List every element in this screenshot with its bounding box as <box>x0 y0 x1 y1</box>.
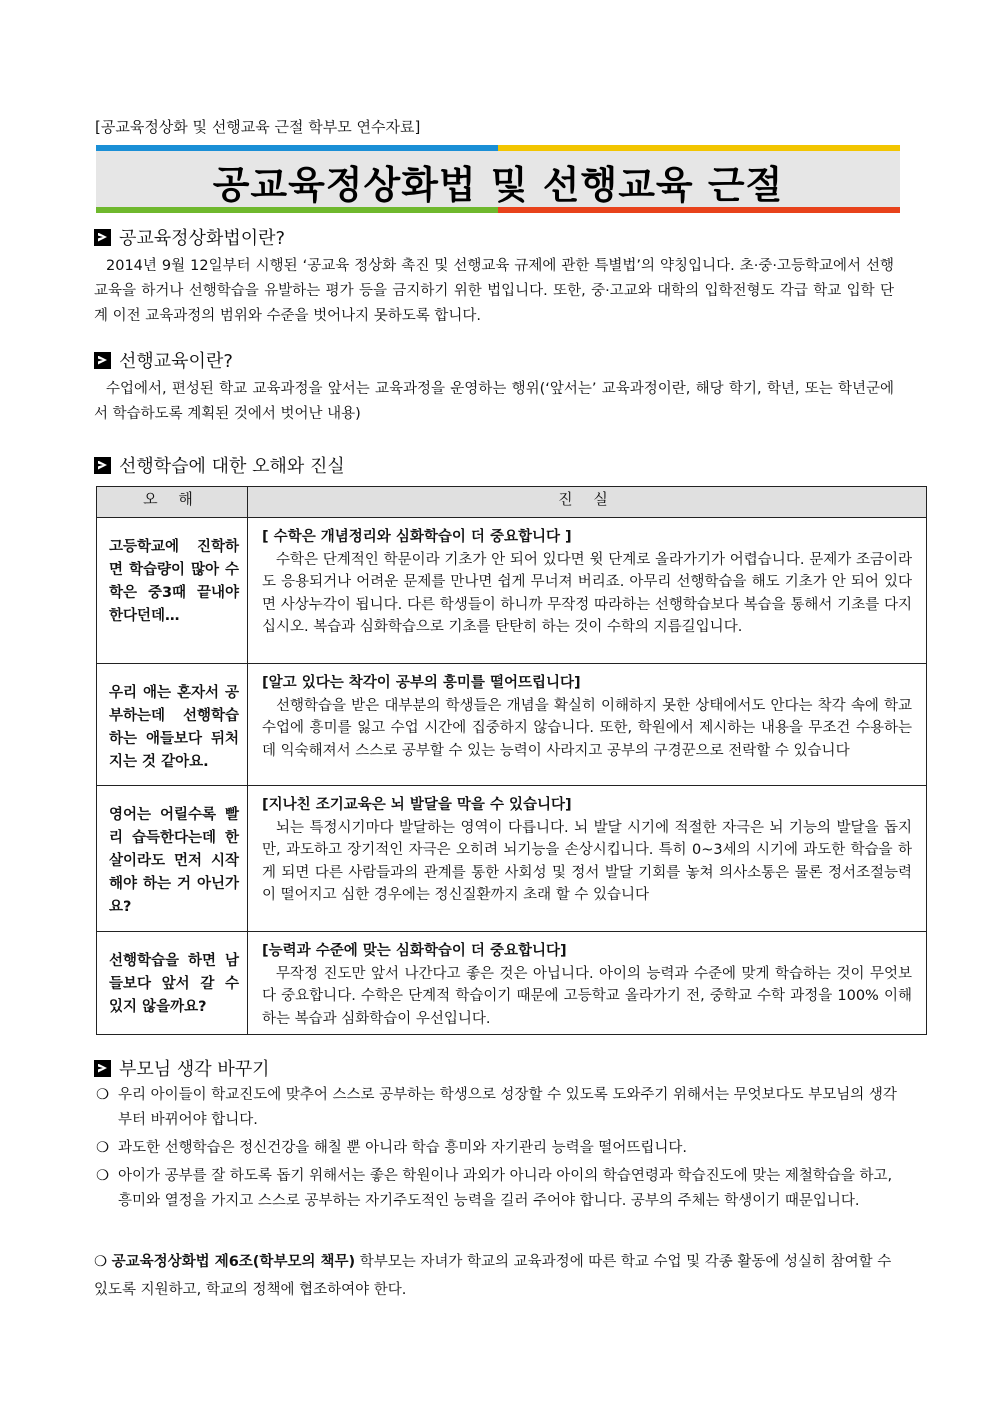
myth-cell: 선행학습을 하면 남들보다 앞서 갈 수 있지 않을까요? <box>97 932 248 1035</box>
myth-cell: 우리 애는 혼자서 공부하는데 선행학습하는 애들보다 뒤처지는 것 같아요. <box>97 664 248 786</box>
law-article-text: 학부모는 자녀가 학교의 교육과정에 따른 학교 수업 및 각종 활동에 성실히 참여할 수 있도록 지원하고, 학교의 정책에 협조하여야 한다. <box>94 1254 892 1298</box>
truth-heading: [능력과 수준에 맞는 심화학습이 더 중요합니다] <box>262 943 567 959</box>
law-article-title: 공교육정상화법 제6조(학부모의 책무) <box>111 1254 356 1270</box>
section-heading <box>94 224 894 250</box>
arrow-box-icon <box>94 229 111 246</box>
circle-bullet-icon: ❍ <box>96 1087 109 1103</box>
truth-heading: [ 수학은 개념정리와 심화학습이 더 중요합니다 ] <box>262 529 572 545</box>
column-header-myth: 오 해 <box>97 487 248 518</box>
table-row <box>97 786 927 932</box>
list-item-text: 과도한 선행학습은 정신건강을 해칠 뿐 아니라 학습 흥미와 자기관리 능력을 떨어뜨립니다. <box>118 1140 687 1156</box>
truth-body: 뇌는 특정시기마다 발달하는 영역이 다릅니다. 뇌 발달 시기에 적절한 자극은 뇌 기능의 발달을 돕지만, 과도하고 장기적인 자극은 오히려 뇌기능을 손상시킵니다. 특히 0~3세의 시기에 과도한 학습을 하게 되면 다른 사람들과의 관계를 통한 사회성 및 정서 발달 기회를 놓쳐 의사소통은 물론 정서조절능력이 떨어지고 심한 경우에는 정신질환까지 초래 할 수 있습니다 <box>262 819 912 904</box>
section-law <box>94 224 894 329</box>
table-row <box>97 664 927 786</box>
table-header-row <box>97 487 927 518</box>
page-title: 공교육정상화법 및 선행교육 근절 <box>212 163 784 207</box>
truth-cell <box>248 518 927 664</box>
section-text: 수업에서, 편성된 학교 교육과정을 앞서는 교육과정을 운영하는 행위(‘앞서는’ 교육과정이란, 해당 학기, 학년, 또는 학년군에서 학습하도록 계획된 것에서 벗어난 내용) <box>94 381 894 422</box>
circle-bullet-icon: ❍ <box>94 1254 107 1270</box>
section-heading-text: 부모님 생각 바꾸기 <box>119 1059 270 1080</box>
section-parents <box>94 1055 894 1081</box>
truth-body: 무작정 진도만 앞서 나간다고 좋은 것은 아닙니다. 아이의 능력과 수준에 맞게 학습하는 것이 무엇보다 중요합니다. 수학은 단계적 학습이기 때문에 고등학교 올라가기 전, 중학교 수학 과정을 100% 이해하는 복습과 심화학습이 우선입니다. <box>262 965 912 1027</box>
section-heading <box>94 347 894 373</box>
myth-cell: 고등학교에 진학하면 학습량이 많아 수학은 중3때 끝내야 한다던데… <box>97 518 248 664</box>
truth-heading: [지나친 조기교육은 뇌 발달을 막을 수 있습니다] <box>262 797 572 813</box>
list-item-text: 아이가 공부를 잘 하도록 돕기 위해서는 좋은 학원이나 과외가 아니라 아이의 학습연령과 학습진도에 맞는 제철학습을 하고, 흥미와 열정을 가지고 스스로 공부하는 자기주도적인 능력을 길러 주어야 합니다. 공부의 주체는 학생이기 때문입니다. <box>118 1168 893 1209</box>
list-item <box>94 1164 904 1214</box>
arrow-box-icon <box>94 457 111 474</box>
arrow-box-icon <box>94 1060 111 1077</box>
table-row <box>97 932 927 1035</box>
document-label: [공교육정상화 및 선행교육 근절 학부모 연수자료] <box>95 118 421 136</box>
list-item <box>94 1083 904 1133</box>
circle-bullet-icon: ❍ <box>96 1168 109 1184</box>
section-myths <box>94 452 894 478</box>
parents-list <box>94 1083 904 1217</box>
title-banner <box>96 145 900 213</box>
section-heading-text: 선행학습에 대한 오해와 진실 <box>119 456 345 477</box>
truth-heading: [알고 있다는 착각이 공부의 흥미를 떨어뜨립니다] <box>262 675 581 691</box>
law-article-note <box>94 1248 904 1304</box>
section-heading <box>94 1055 894 1081</box>
section-advance <box>94 347 894 427</box>
truth-cell <box>248 932 927 1035</box>
section-heading-text: 공교육정상화법이란? <box>119 228 286 249</box>
section-heading-text: 선행교육이란? <box>119 351 233 372</box>
section-heading <box>94 452 894 478</box>
list-item <box>94 1136 904 1161</box>
circle-bullet-icon: ❍ <box>96 1140 109 1156</box>
myths-table <box>96 486 927 1035</box>
myth-cell: 영어는 어릴수록 빨리 습득한다는데 한 살이라도 먼저 시작해야 하는 거 아닌가요? <box>97 786 248 932</box>
truth-cell <box>248 786 927 932</box>
truth-cell <box>248 664 927 786</box>
column-header-truth: 진 실 <box>248 487 927 518</box>
table-row <box>97 518 927 664</box>
arrow-box-icon <box>94 352 111 369</box>
list-item-text: 우리 아이들이 학교진도에 맞추어 스스로 공부하는 학생으로 성장할 수 있도록 도와주기 위해서는 무엇보다도 부모님의 생각부터 바뀌어야 합니다. <box>118 1087 897 1128</box>
truth-body: 선행학습을 받은 대부분의 학생들은 개념을 확실히 이해하지 못한 상태에서도 안다는 착각 속에 학교 수업에 흥미를 잃고 수업 시간에 집중하지 않습니다. 또한, 학원에서 제시하는 내용을 무조건 수용하는데 익숙해져서 스스로 공부할 수 있는 능력이 사라지고 공부의 구경꾼으로 전락할 수 있습니다 <box>262 697 912 759</box>
truth-body: 수학은 단계적인 학문이라 기초가 안 되어 있다면 윗 단계로 올라가기가 어렵습니다. 문제가 조금이라도 응용되거나 어려운 문제를 만나면 쉽게 무너져 버리죠. 아무리 선행학습을 해도 기초가 안 되어 있다면 사상누각이 됩니다. 다른 학생들이 하니까 무작정 따라하는 선행학습보다 복습을 통해서 기초를 다지십시오. 복습과 심화학습으로 기초를 탄탄히 하는 것이 수학의 지름길입니다. <box>262 551 912 636</box>
section-text: 2014년 9월 12일부터 시행된 ‘공교육 정상화 촉진 및 선행교육 규제에 관한 특별법’의 약칭입니다. 초·중·고등학교에서 선행교육을 하거나 선행학습을 유발하는 평가 등을 금지하기 위한 법입니다. 또한, 중·고교와 대학의 입학전형도 각급 학교 입학 단계 이전 교육과정의 범위와 수준을 벗어나지 못하도록 합니다. <box>94 258 894 324</box>
